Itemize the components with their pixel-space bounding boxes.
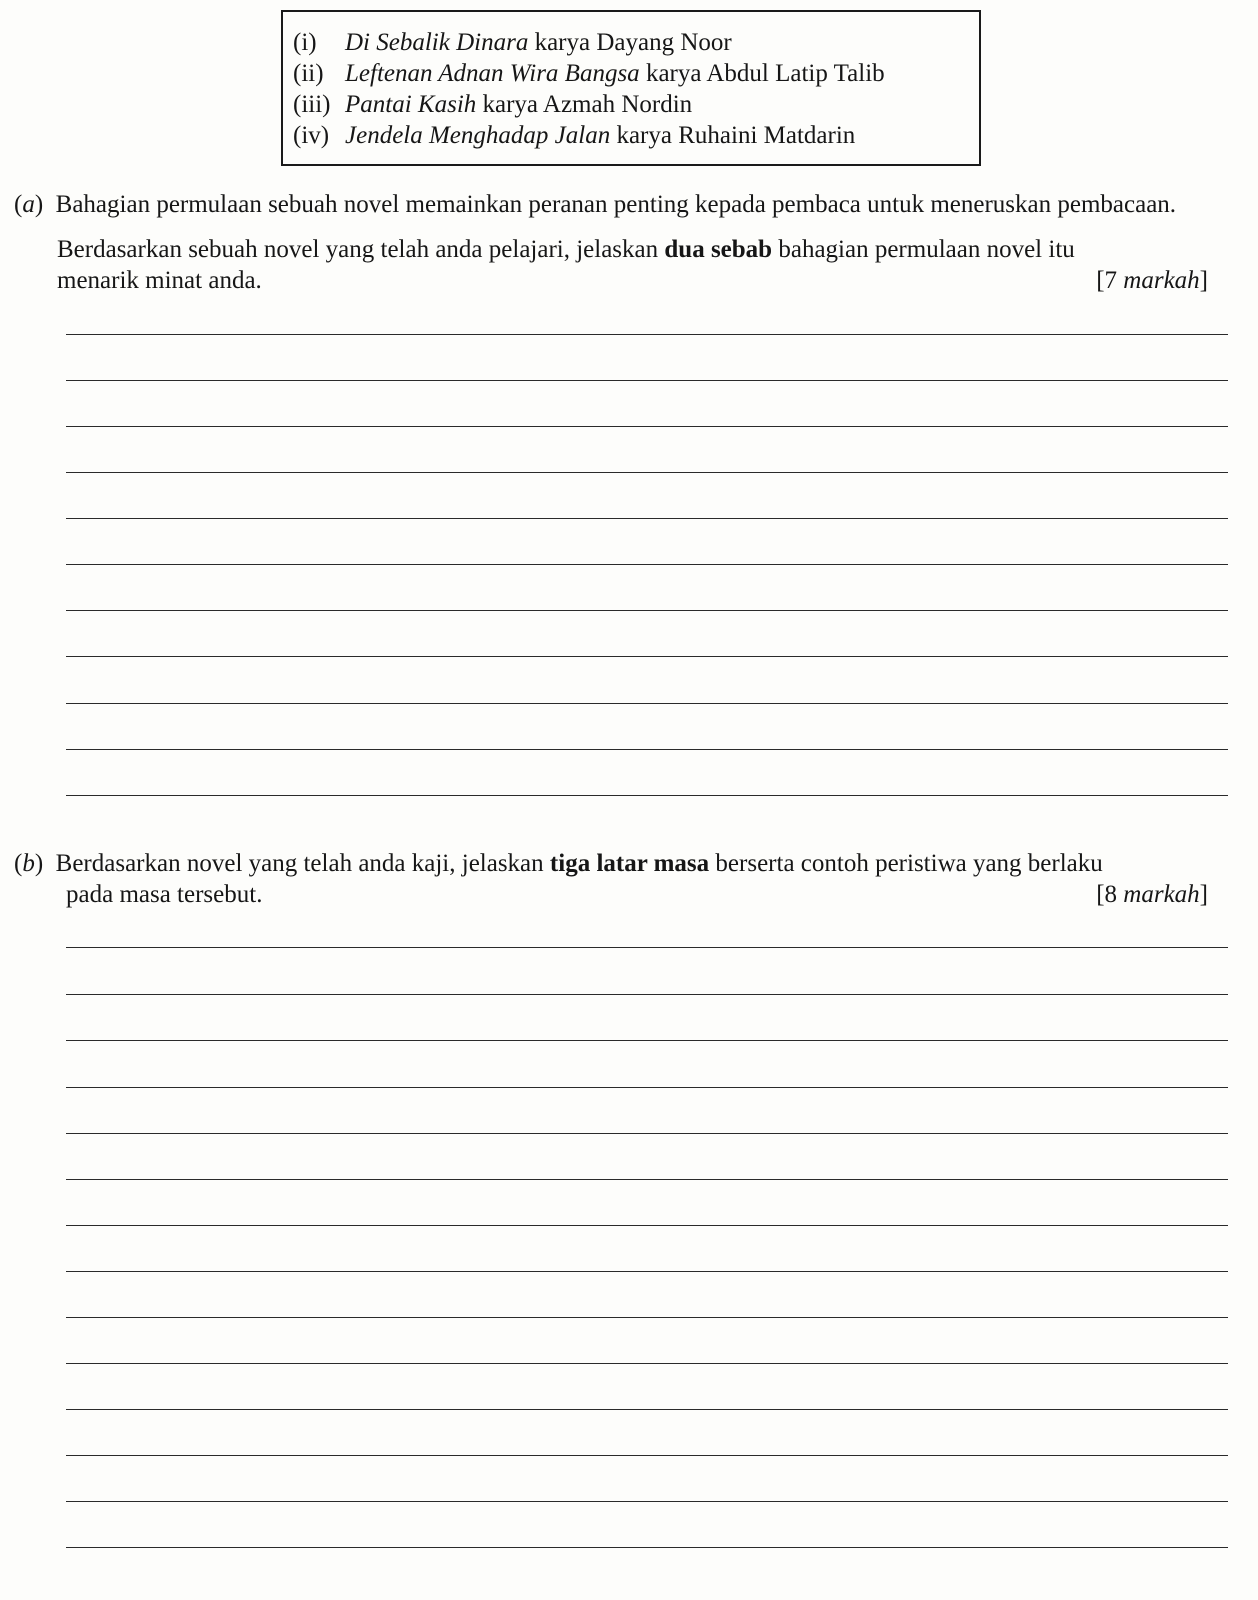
question-b-label: (b) xyxy=(14,850,44,877)
novel-item-3 xyxy=(293,89,979,120)
question-b-marks: [8 markah] xyxy=(1096,881,1208,908)
question-a-line-3: menarik minat anda. xyxy=(57,267,262,294)
answer-line-b[interactable] xyxy=(66,1501,1228,1502)
answer-line-b[interactable] xyxy=(66,994,1228,995)
question-b-line-2: pada masa tersebut. xyxy=(66,881,263,908)
answer-line-b[interactable] xyxy=(66,1363,1228,1364)
answer-line-b[interactable] xyxy=(66,1087,1228,1088)
answer-line-a[interactable] xyxy=(66,749,1228,750)
answer-line-a[interactable] xyxy=(66,426,1228,427)
answer-line-a[interactable] xyxy=(66,795,1228,796)
question-a-line-1 xyxy=(14,189,1176,221)
question-a-line-2: Berdasarkan sebuah novel yang telah anda pelajari, jelaskan dua sebab bahagian permulaan novel itu xyxy=(57,236,1075,263)
novel-item-title: Leftenan Adnan Wira Bangsa xyxy=(345,60,640,87)
novel-item-number: (ii) xyxy=(293,60,324,87)
answer-line-b[interactable] xyxy=(66,1317,1228,1318)
answer-line-a[interactable] xyxy=(66,656,1228,657)
question-b-keyword: tiga latar masa xyxy=(549,850,710,877)
answer-line-b[interactable] xyxy=(66,1179,1228,1180)
answer-line-b[interactable] xyxy=(66,1409,1228,1410)
answer-line-b[interactable] xyxy=(66,1547,1228,1548)
question-b-line-1: (b) Berdasarkan novel yang telah anda kaji, jelaskan tiga latar masa berserta contoh peristiwa yang berlaku xyxy=(14,850,1103,877)
novel-item-title: Di Sebalik Dinara xyxy=(345,29,529,56)
answer-line-b[interactable] xyxy=(66,1225,1228,1226)
question-a-keyword: dua sebab xyxy=(664,236,773,263)
answer-line-a[interactable] xyxy=(66,380,1228,381)
answer-line-a[interactable] xyxy=(66,518,1228,519)
novel-item-title: Pantai Kasih xyxy=(345,91,477,118)
answer-line-a[interactable] xyxy=(66,610,1228,611)
answer-line-b[interactable] xyxy=(66,1455,1228,1456)
novel-item-number: (i) xyxy=(293,29,317,56)
novel-item-author: karya Abdul Latip Talib xyxy=(639,60,885,87)
answer-line-b[interactable] xyxy=(66,947,1228,948)
answer-line-a[interactable] xyxy=(66,564,1228,565)
novel-item-title: Jendela Menghadap Jalan xyxy=(345,122,611,149)
answer-line-a[interactable] xyxy=(66,472,1228,473)
novel-item-author: karya Ruhaini Matdarin xyxy=(610,122,856,149)
novel-item-4 xyxy=(293,120,979,151)
novel-item-1 xyxy=(293,27,979,58)
question-a-intro: Bahagian permulaan sebuah novel memainkan peranan penting kepada pembaca untuk meneruskan pembacaan. xyxy=(55,191,1177,218)
novel-item-number: (iv) xyxy=(293,122,330,149)
novel-list-box xyxy=(281,10,981,166)
question-a-label: (a) xyxy=(14,191,44,218)
answer-line-b[interactable] xyxy=(66,1271,1228,1272)
novel-item-author: karya Azmah Nordin xyxy=(476,91,693,118)
novel-item-number: (iii) xyxy=(293,91,331,118)
question-a-marks: [7 markah] xyxy=(1096,267,1208,294)
novel-item-author: karya Dayang Noor xyxy=(528,29,732,56)
answer-line-a[interactable] xyxy=(66,703,1228,704)
answer-line-a[interactable] xyxy=(66,334,1228,335)
answer-line-b[interactable] xyxy=(66,1040,1228,1041)
novel-item-2 xyxy=(293,58,979,89)
answer-line-b[interactable] xyxy=(66,1133,1228,1134)
